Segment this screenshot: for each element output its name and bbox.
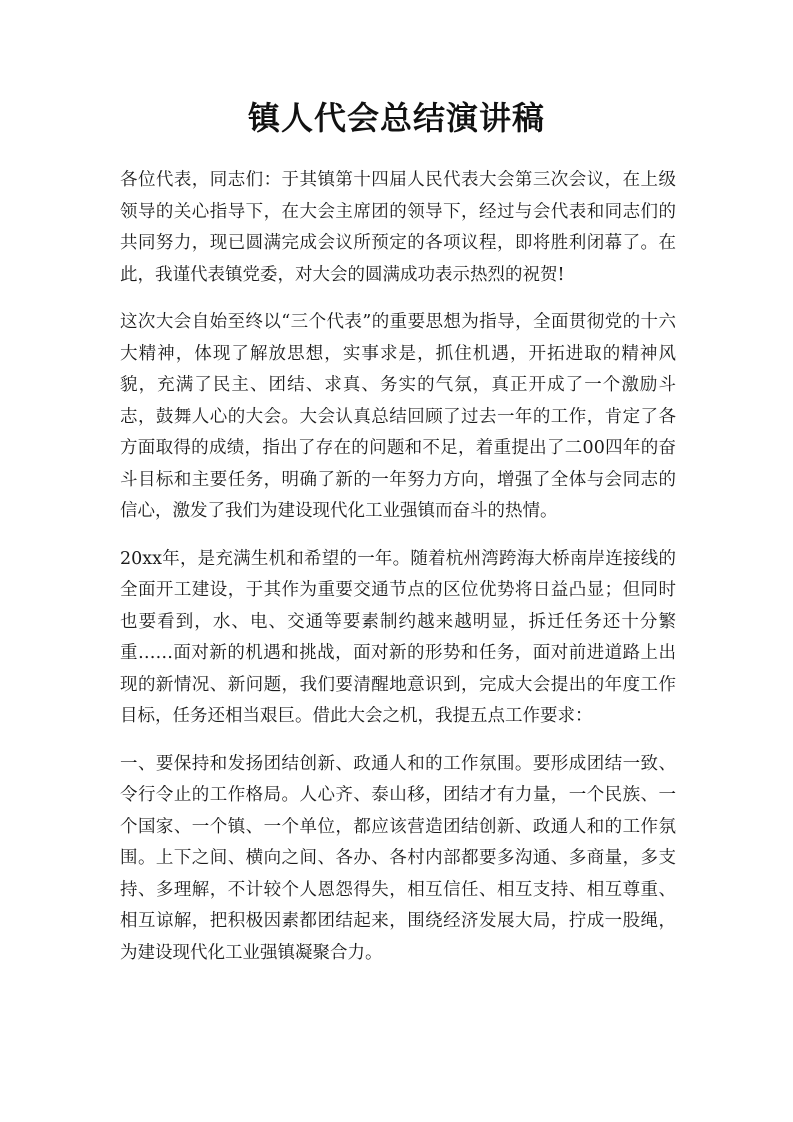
page-title: 镇人代会总结演讲稿 — [247, 99, 545, 137]
paragraph-3: 20xx年，是充满生机和希望的一年。随着杭州湾跨海大桥南岸连接线的全面开工建设，于其作为重要交通节点的区位优势将日益凸显；但同时也要看到，水、电、交通等要素制约越来越明显，拆迁任务还十分繁重……面对新的机遇和挑战，面对新的形势和任务，面对前进道路上出现的新情况、新问题，我们要清醒地意识到，完成大会提出的年度工作目标，任务还相当艰巨。借此大会之机，我提五点工作要求： — [120, 548, 676, 726]
paragraph-4: 一、要保持和发扬团结创新、政通人和的工作氛围。要形成团结一致、令行令止的工作格局。人心齐、泰山移，团结才有力量，一个民族、一个国家、一个镇、一个单位，都应该营造团结创新、政通人和的工作氛围。上下之间、横向之间、各办、各村内部都要多沟通、多商量，多支持、多理解，不计较个人恩怨得失，相互信任、相互支持、相互尊重、相互谅解，把积极因素都团结起来，围绕经济发展大局，拧成一股绳，为建设现代化工业强镇凝聚合力。 — [120, 753, 676, 963]
paragraph-1: 各位代表，同志们：于其镇第十四届人民代表大会第三次会议，在上级领导的关心指导下，在大会主席团的领导下，经过与会代表和同志们的共同努力，现已圆满完成会议所预定的各项议程，即将胜利闭幕了。在此，我谨代表镇党委，对大会的圆满成功表示热烈的祝贺! — [120, 170, 676, 285]
paragraph-2: 这次大会自始至终以“三个代表”的重要思想为指导，全面贯彻党的十六大精神，体现了解放思想，实事求是，抓住机遇，开拓进取的精神风貌，充满了民主、团结、求真、务实的气氛，真正开成了一个激励斗志，鼓舞人心的大会。大会认真总结回顾了过去一年的工作，肯定了各方面取得的成绩，指出了存在的问题和不足，着重提出了二00四年的奋斗目标和主要任务，明确了新的一年努力方向，增强了全体与会同志的信心，激发了我们为建设现代化工业强镇而奋斗的热情。 — [120, 312, 676, 521]
document-body — [120, 165, 676, 985]
